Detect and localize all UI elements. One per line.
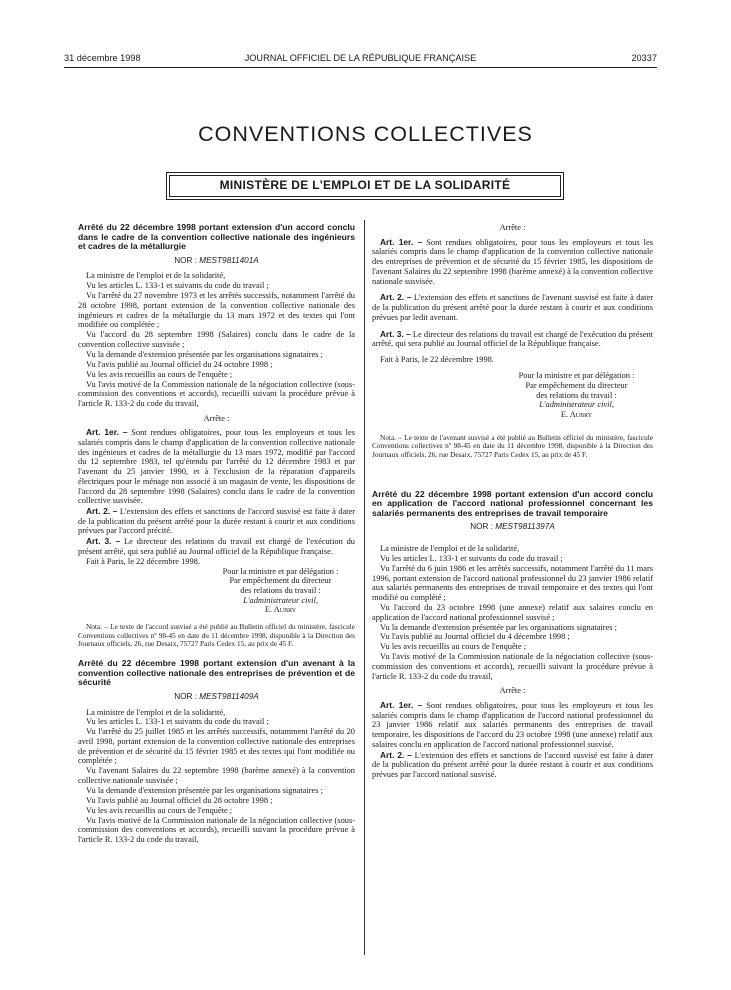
decree-metallurgie [78,223,355,649]
paragraph: Vu l'avis publié au Journal officiel du 28 octobre 1998 ; [86,795,273,805]
section-title: CONVENTIONS COLLECTIVES [198,122,533,146]
decree-heading: Arrêté du 22 décembre 1998 portant extension d'un avenant à la convention collective nationale des entreprises de prévention et de sécurité [78,658,355,688]
article-label: Art. 1er. – [380,236,423,247]
nor-label: NOR : [174,255,200,265]
article-text: Sont rendues obligatoires, pour tous les employeurs et tous les salariés compris dans le champ d'application de l'accord national professionnel du 23 janvier 1986 relatif aux salariés permanents des entreprises de travail temporaire, les dispositions de l'accord du 23 octobre 1998 (une annexe) relatif aux salaires conclu en application de l'accord national professionnel susvisé. [372,701,653,749]
paragraph: Vu les articles L. 133-1 et suivants du code du travail ; [380,554,563,564]
paragraph: Vu les articles L. 133-1 et suivants du code du travail ; [86,717,269,727]
article-text: Le directeur des relations du travail est chargé de l'exécution du présent arrêté, qui sera publié au Journal officiel de la République française. [372,329,653,349]
right-column [372,223,653,780]
paragraph: Vu les avis recueillis au cours de l'enquête ; [86,805,233,815]
article-3 [372,330,653,349]
left-column [78,223,355,845]
paragraph: La ministre de l'emploi et de la solidarité, [86,271,226,281]
signature-line: L'administrateur civil, [539,400,614,410]
signature-line: Pour la ministre et par délégation : [222,566,339,576]
article-text: Le directeur des relations du travail est chargé de l'exécution du présent arrêté, qui sera publié au Journal officiel de la République française. [78,537,355,556]
signatory-name: E. Aubry [560,410,593,419]
paragraph: Vu les avis recueillis au cours de l'enquête ; [380,642,527,652]
article-label: Art. 1er. – [86,427,128,438]
article-text: L'extension des effets et sanctions de l'accord susvisé est faite à dater de la publication du présent arrêté pour la durée restant à courir et aux conditions prévues par l'accord précité. [78,506,355,536]
column-divider [364,220,365,955]
nota-note: Nota. – Le texte de l'avenant susvisé a été publié au Bulletin officiel du ministère, fascicule Conventions collectives nº 98-45 en date du 11 décembre 1998, disponible à la Direction des Journaux officiels, 26, rue Desaix, 75727 Paris Cedex 15, au prix de 45 F. [372,432,653,459]
signature-line: des relations du travail : [240,585,321,595]
article-2 [372,751,653,780]
ministry-box [166,172,564,200]
decree-travail-temporaire [372,490,653,780]
signature-line: L'administrateur civil, [243,595,318,605]
article-text: L'extension des effets et sanctions de l'accord susvisé est faite à dater de la publication du présent arrêté pour la durée restant à courir et aux conditions prévues par l'accord national susvisé. [372,750,653,779]
paragraph: Vu l'avenant Salaires du 22 septembre 1998 (barème annexé) à la convention collective nationale susvisée ; [78,766,355,786]
arrete-label: Arrête : [499,223,526,232]
decree-heading: Arrêté du 22 décembre 1998 portant extension d'un accord conclu dans le cadre de la convention collective nationale des ingénieurs et cadres de la métallurgie [78,222,355,252]
header-date: 31 décembre 1998 [64,53,141,63]
header-page-number: 20337 [631,53,657,63]
paragraph: Vu l'arrêté du 27 novembre 1973 et les arrêtés successifs, notamment l'arrêté du 28 octobre 1998, portant extension de la convention collective nationale des ingénieurs et cadres de la métallurgie du 13 mars 1972 et des textes qui l'ont modifiée ou complétée ; [78,291,355,330]
article-1 [372,238,653,287]
article-label: Art. 2. – [380,749,412,760]
paragraph: Vu la demande d'extension présentée par les organisations signataires ; [380,622,617,632]
article-text: Sont rendues obligatoires, pour tous les employeurs et tous les salariés compris dans le champ d'application de la convention collective nationale des ingénieurs et cadres de la métallurgie du 13 mars 1972, modifié par l'accord du 12 septembre 1983, tel qu'étendu par l'arrêté du 12 décembre 1983 et par l'avenant du 25 janvier 1990, et à l'exclusion de la réparation d'appareils électriques pour le ménage non associé à un magasin de vente, les dispositions de l'accord du 28 septembre 1998 (Salaires) conclu dans le cadre de la convention collective susvisée. [78,428,355,506]
paragraph: La ministre de l'emploi et de la solidarité, [380,544,520,554]
signature-line: des relations du travail : [536,390,617,400]
decree-prevention-securite-continued [372,223,653,459]
nor-code: MEST9811401A [199,255,259,265]
signature-line: Par empêchement du directeur [525,380,628,390]
paragraph: Vu l'accord du 23 octobre 1998 (une annexe) relatif aux salaires conclu en application de l'accord national professionnel susvisé ; [372,602,653,622]
paragraph: Vu l'avis publié au Journal officiel du 4 décembre 1998 ; [380,632,570,642]
nor-reference [78,256,355,266]
header-journal: JOURNAL OFFICIEL DE LA RÉPUBLIQUE FRANÇAISE [244,53,477,63]
paragraph: Vu la demande d'extension présentée par les organisations signataires ; [86,349,323,359]
signature-date: Fait à Paris, le 22 décembre 1998. [86,556,200,566]
paragraph: Vu la demande d'extension présentée par les organisations signataires ; [86,785,323,795]
article-2 [372,293,653,322]
nor-label: NOR : [470,522,496,532]
article-label: Art. 1er. – [380,700,423,711]
signature-block [206,567,355,616]
signatory-name: E. Aubry [264,605,297,615]
paragraph: Vu l'arrêté du 25 juillet 1985 et les arrêtés successifs, notamment l'arrêté du 20 avril 1998, portant extension de la convention collective nationale des entreprises de prévention et de sécurité du 15 février 1985 et des textes qui l'ont modifiée ou complétée ; [78,727,355,766]
paragraph: Vu l'avis motivé de la Commission nationale de la négociation collective (sous-commission des conventions et accords), recueilli suivant la procédure prévue à l'article R. 133-2 du code du travail, [78,815,355,844]
decree-heading: Arrêté du 22 décembre 1998 portant extension d'un accord conclu en application de l'accord national professionnel concernant les salariés permanents des entreprises de travail temporaire [372,488,653,518]
nor-reference [78,692,355,702]
paragraph: Vu l'avis motivé de la Commission nationale de la négociation collective (sous-commission des conventions et accords), recueilli suivant la procédure prévue à l'article R. 133-2 du code du travail, [372,652,653,681]
paragraph: Vu l'avis publié au Journal officiel du 24 octobre 1998 ; [86,359,273,369]
article-label: Art. 2. – [380,292,412,303]
article-label: Art. 2. – [86,505,118,516]
nor-reference [372,522,653,532]
paragraph: Vu les articles L. 133-1 et suivants du code du travail ; [86,281,269,291]
article-text: L'extension des effets et sanctions de l'avenant susvisé est faite à dater de la publication du présent arrêté pour la durée restant à courir et aux conditions prévues par ledit avenant. [372,293,653,322]
article-label: Art. 3. – [380,328,411,339]
signature-date: Fait à Paris, le 22 décembre 1998. [380,355,494,365]
paragraph: Vu les avis recueillis au cours de l'enquête ; [86,369,233,379]
paragraph: Vu l'arrêté du 6 juin 1986 et les arrêtés successifs, notamment l'arrêté du 11 mars 1996, portant extension de l'accord national professionnel du 23 janvier 1986 relatif aux salariés permanents des entreprises de travail temporaire et des textes qui l'ont modifié ou complété ; [372,563,653,603]
nor-label: NOR : [174,691,200,701]
arrete-label: Arrête : [203,413,230,423]
article-1 [372,701,653,750]
nota-note: Nota. – Le texte de l'accord susvisé a été publié au Bulletin officiel du ministère, fascicule Conventions collectives nº 98-45 en date du 11 décembre 1998, disponible à la Direction des Journaux officiels, 26, rue Desaix, 75727 Paris Cedex 15, au prix de 45 F. [78,622,355,649]
page-header [64,53,657,68]
article-1 [78,428,355,506]
signature-line: Pour la ministre et par délégation : [518,371,635,381]
paragraph: Vu l'accord du 28 septembre 1998 (Salaires) conclu dans le cadre de la convention collective susvisée ; [78,330,355,349]
article-2 [78,507,355,536]
ministry-title: MINISTÈRE DE L'EMPLOI ET DE LA SOLIDARITÉ [169,175,561,197]
article-text: Sont rendues obligatoires, pour tous les employeurs et tous les salariés compris dans le champ d'application de la convention collective nationale des entreprises de prévention et de sécurité du 15 février 1985, les dispositions de l'avenant Salaires du 22 septembre 1998 (barème annexé) à la convention collective nationale susvisée. [372,237,653,286]
nor-code: MEST9811409A [199,691,259,701]
signature-block [500,371,653,420]
paragraph: La ministre de l'emploi et de la solidarité, [86,707,226,717]
nor-code: MEST9811397A [495,522,555,532]
signature-line: Par empêchement du directeur [229,576,332,586]
paragraph: Vu l'avis motivé de la Commission nationale de la négociation collective (sous-commission des conventions et accords), recueilli suivant la procédure prévue à l'article R. 133-2 du code du travail, [78,379,355,408]
article-3 [78,537,355,556]
article-label: Art. 3. – [86,536,121,547]
decree-prevention-securite [78,659,355,845]
arrete-label: Arrête : [499,686,526,696]
